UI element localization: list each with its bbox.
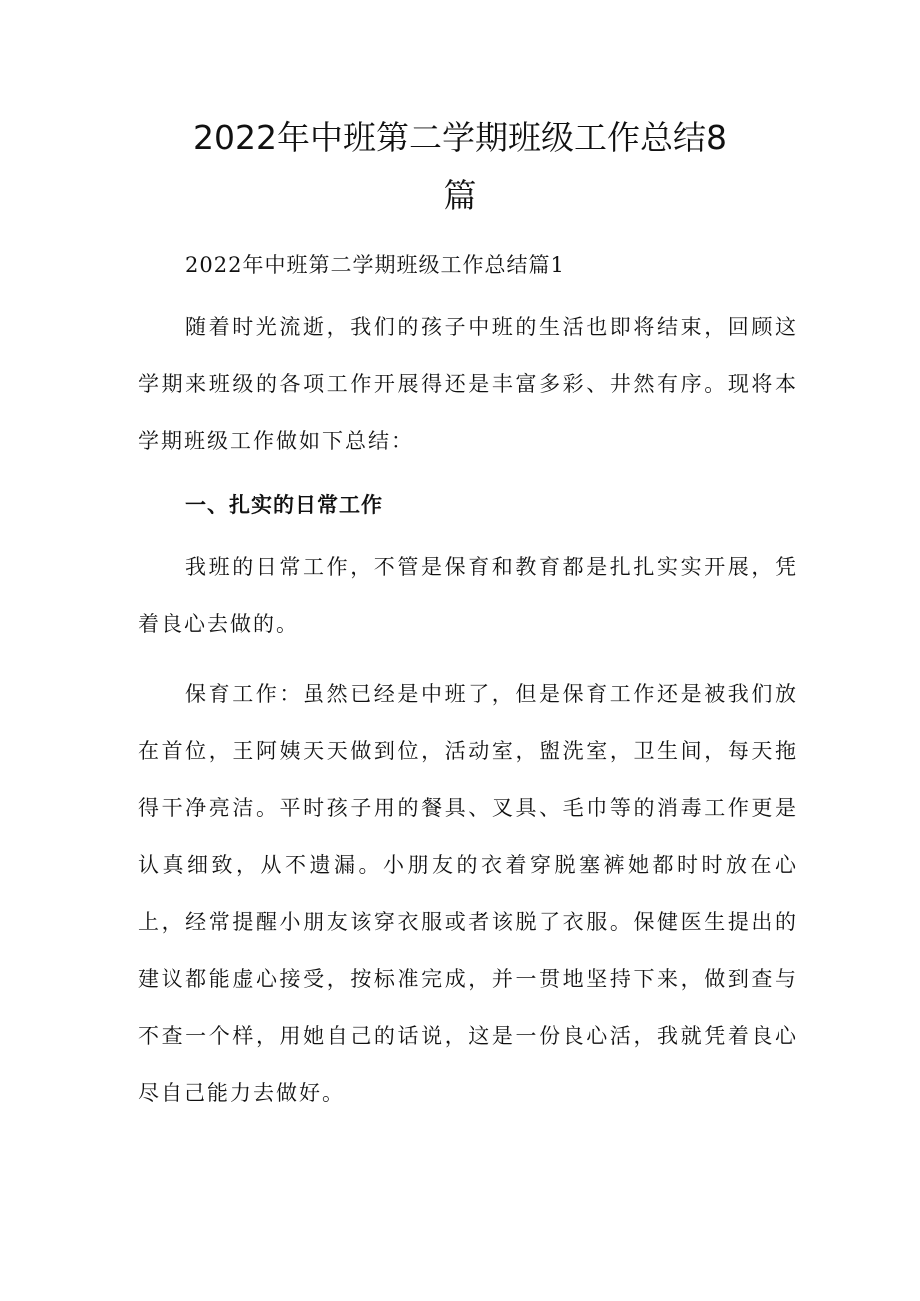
section-subtitle: 2022年中班第二学期班级工作总结篇1 bbox=[185, 253, 565, 277]
care-work-paragraph: 保育工作：虽然已经是中班了，但是保育工作还是被我们放在首位，王阿姨天天做到位，活动室，盥洗室，卫生间，每天拖得干净亮洁。平时孩子用的餐具、叉具、毛巾等的消毒工作更是认真细致，从不遗漏。小朋友的衣着穿脱塞裤她都时时放在心上，经常提醒小朋友该穿衣服或者该脱了衣服。保健医生提出的建议都能虚心接受，按标准完成，并一贯地坚持下来，做到查与不查一个样，用她自己的话说，这是一份良心活，我就凭着良心尽自己能力去做好。 bbox=[138, 682, 798, 1105]
document-title-line-2: 篇 bbox=[443, 176, 477, 215]
section-paragraph: 我班的日常工作，不管是保育和教育都是扎扎实实开展，凭着良心去做的。 bbox=[138, 555, 798, 636]
intro-paragraph: 随着时光流逝，我们的孩子中班的生活也即将结束，回顾这学期来班级的各项工作开展得还是丰富多彩、井然有序。现将本学期班级工作做如下总结： bbox=[138, 315, 798, 453]
document-title-line-1: 2022年中班第二学期班级工作总结8 bbox=[193, 118, 727, 157]
section-heading: 一、扎实的日常工作 bbox=[185, 492, 383, 517]
